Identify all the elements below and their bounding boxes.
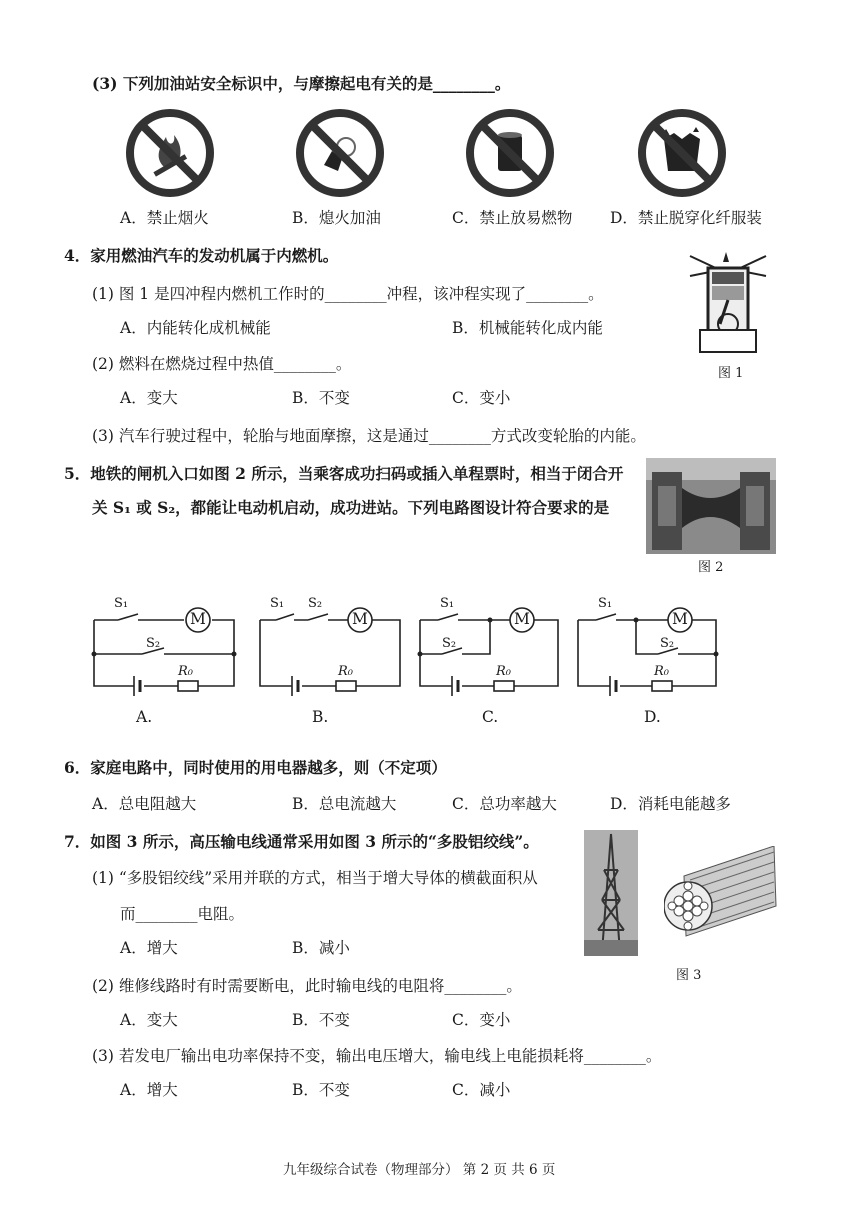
circuit-a xyxy=(90,596,240,726)
fig1-caption: 图 1 xyxy=(718,366,744,381)
no-synthetic-clothing-sign-icon xyxy=(636,107,728,199)
q6-option-d: D．消耗电能越多 xyxy=(610,795,731,813)
circuit-a-letter: A. xyxy=(136,708,153,726)
circuit-d-s2-label: S₂ xyxy=(660,636,675,651)
fig2-caption: 图 2 xyxy=(698,560,724,575)
engine-off-sign-icon xyxy=(294,107,386,199)
q4-part2: (2) 燃料在燃烧过程中热值________。 xyxy=(92,355,352,373)
q7-part1-line1: (1) “多股铝绞线”采用并联的方式，相当于增大导体的横截面积从 xyxy=(92,869,538,887)
circuit-c xyxy=(416,596,566,726)
no-fire-sign-icon xyxy=(124,107,216,199)
q4-part1-option-b: B．机械能转化成内能 xyxy=(452,319,603,337)
circuit-c-letter: C. xyxy=(482,708,499,726)
circuit-b-s1-label: S₁ xyxy=(270,596,285,611)
circuit-d-motor-label: M xyxy=(672,610,688,628)
q7-part1-option-b: B．减小 xyxy=(292,939,350,957)
fig3-caption: 图 3 xyxy=(676,968,702,983)
stranded-wire-icon xyxy=(664,846,778,954)
q7-part3-option-c: C．减小 xyxy=(452,1081,511,1099)
circuit-a-motor-label: M xyxy=(190,610,206,628)
circuit-a-s1-label: S₁ xyxy=(114,596,129,611)
circuit-c-motor-label: M xyxy=(514,610,530,628)
q4-part1-option-a: A．内能转化成机械能 xyxy=(120,319,271,337)
circuit-b-r0-label: R₀ xyxy=(338,664,353,679)
circuit-c-r0-label: R₀ xyxy=(496,664,511,679)
engine-figure-icon xyxy=(682,248,774,358)
q6-option-a: A．总电阻越大 xyxy=(92,795,197,813)
circuit-b-motor-label: M xyxy=(352,610,368,628)
circuit-b-letter: B. xyxy=(312,708,329,726)
q4-part2-option-b: B．不变 xyxy=(292,389,350,407)
circuit-a-s2-label: S₂ xyxy=(146,636,161,651)
q5-line1: 5．地铁的闸机入口如图 2 所示，当乘客成功扫码或插入单程票时，相当于闭合开 xyxy=(64,464,624,483)
circuit-b-s2-label: S₂ xyxy=(308,596,323,611)
q6-option-b: B．总电流越大 xyxy=(292,795,397,813)
power-tower-photo-icon xyxy=(584,830,638,956)
circuit-d-s1-label: S₁ xyxy=(598,596,613,611)
no-flammables-sign-icon xyxy=(464,107,556,199)
q3-prompt: (3) 下列加油站安全标识中，与摩擦起电有关的是________。 xyxy=(92,74,511,93)
circuit-d-r0-label: R₀ xyxy=(654,664,669,679)
circuit-d xyxy=(574,596,724,726)
q7-part3: (3) 若发电厂输出电功率保持不变，输出电压增大，输电线上电能损耗将________。 xyxy=(92,1047,662,1065)
q4-part1: (1) 图 1 是四冲程内燃机工作时的________冲程，该冲程实现了________。 xyxy=(92,285,604,303)
q3-option-a: A．禁止烟火 xyxy=(120,209,209,227)
circuit-b xyxy=(256,596,406,726)
q7-part2-option-b: B．不变 xyxy=(292,1011,350,1029)
q7-part2-option-a: A．变大 xyxy=(120,1011,178,1029)
q5-line2: 关 S₁ 或 S₂，都能让电动机启动，成功进站。下列电路图设计符合要求的是 xyxy=(92,498,610,517)
q3-option-c: C．禁止放易燃物 xyxy=(452,209,573,227)
circuit-a-r0-label: R₀ xyxy=(178,664,193,679)
q6-stem: 6．家庭电路中，同时使用的用电器越多，则（不定项） xyxy=(64,758,447,777)
q7-stem: 7．如图 3 所示，高压输电线通常采用如图 3 所示的“多股铝绞线”。 xyxy=(64,832,539,851)
q4-part2-option-c: C．变小 xyxy=(452,389,511,407)
circuit-c-s1-label: S₁ xyxy=(440,596,455,611)
q3-option-b: B．熄火加油 xyxy=(292,209,381,227)
q4-part2-option-a: A．变大 xyxy=(120,389,178,407)
q7-part3-option-b: B．不变 xyxy=(292,1081,350,1099)
q7-part2-option-c: C．变小 xyxy=(452,1011,511,1029)
q7-part3-option-a: A．增大 xyxy=(120,1081,178,1099)
q6-option-c: C．总功率越大 xyxy=(452,795,557,813)
turnstile-photo-icon xyxy=(646,458,776,554)
circuit-c-s2-label: S₂ xyxy=(442,636,457,651)
q4-part3: (3) 汽车行驶过程中，轮胎与地面摩擦，这是通过________方式改变轮胎的内能。 xyxy=(92,427,646,445)
circuit-d-letter: D. xyxy=(644,708,661,726)
q7-part2: (2) 维修线路时有时需要断电，此时输电线的电阻将________。 xyxy=(92,977,522,995)
q4-stem: 4．家用燃油汽车的发动机属于内燃机。 xyxy=(64,246,339,265)
q3-option-d: D．禁止脱穿化纤服装 xyxy=(610,209,762,227)
page-footer: 九年级综合试卷（物理部分） 第 2 页 共 6 页 xyxy=(283,1162,556,1178)
q7-part1-line2: 而________电阻。 xyxy=(120,905,245,923)
q7-part1-option-a: A．增大 xyxy=(120,939,178,957)
